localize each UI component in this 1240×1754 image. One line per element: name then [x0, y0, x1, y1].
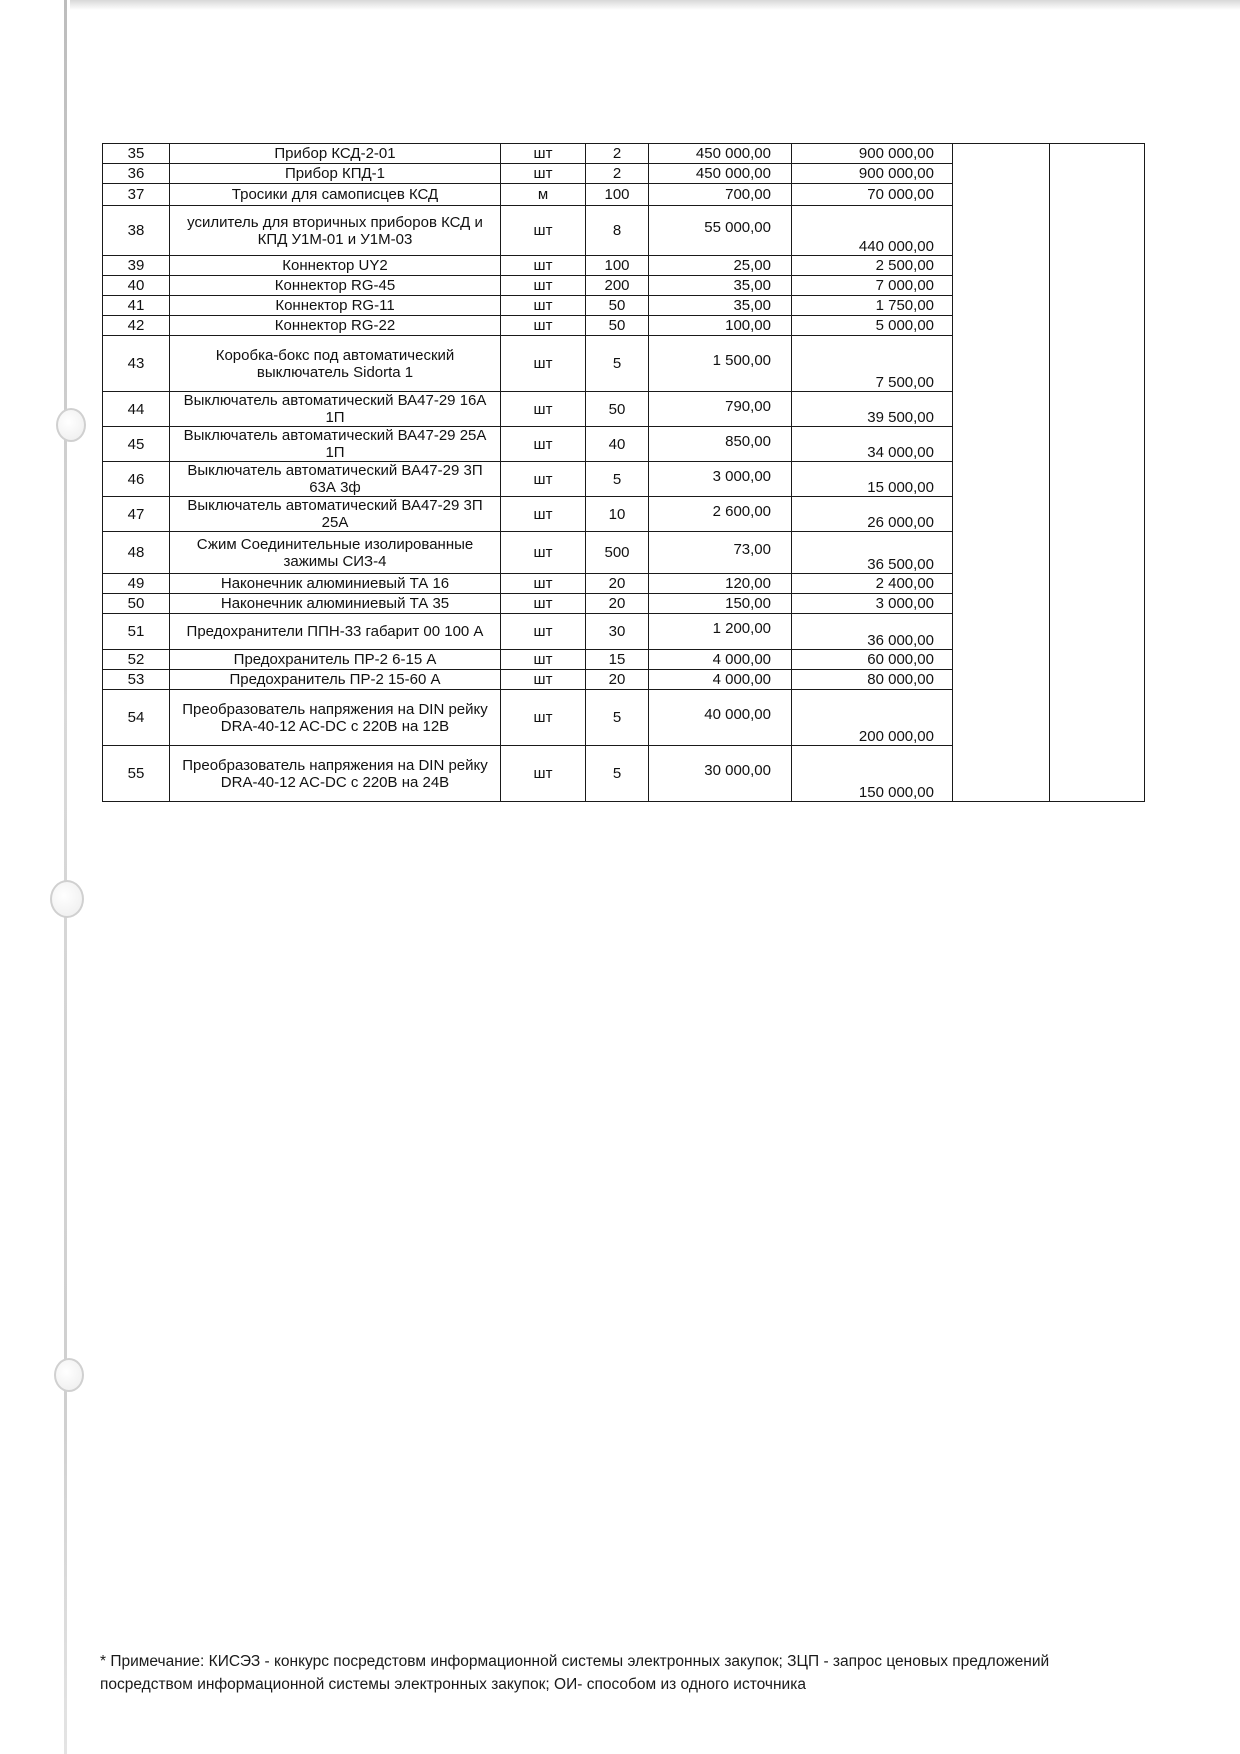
row-number: 50 [103, 594, 170, 614]
item-name: Коннектор RG-45 [170, 276, 501, 296]
row-number: 47 [103, 497, 170, 532]
item-name: Преобразователь напряжения на DIN рейку DRA-40-12 AC-DC с 220В на 12В [170, 690, 501, 746]
item-name: Выключатель автоматический ВА47-29 3П 25А [170, 497, 501, 532]
items-table [102, 143, 1145, 802]
item-quantity: 5 [586, 746, 649, 802]
row-number: 39 [103, 256, 170, 276]
item-quantity: 100 [586, 184, 649, 206]
table-row [103, 594, 1145, 614]
empty-cell [1050, 164, 1145, 184]
item-unit: шт [501, 650, 586, 670]
row-number: 36 [103, 164, 170, 184]
empty-cell [953, 574, 1050, 594]
table-row [103, 650, 1145, 670]
item-price: 450 000,00 [649, 164, 792, 184]
table-row [103, 497, 1145, 532]
item-unit: шт [501, 670, 586, 690]
item-price: 2 600,00 [649, 497, 792, 532]
empty-cell [1050, 497, 1145, 532]
item-quantity: 8 [586, 206, 649, 256]
item-quantity: 50 [586, 316, 649, 336]
item-unit: шт [501, 296, 586, 316]
empty-cell [953, 594, 1050, 614]
punch-hole [54, 1358, 84, 1392]
item-price: 4 000,00 [649, 650, 792, 670]
table-row [103, 206, 1145, 256]
item-quantity: 40 [586, 427, 649, 462]
item-name: Преобразователь напряжения на DIN рейку DRA-40-12 AC-DC с 220В на 24В [170, 746, 501, 802]
empty-cell [1050, 276, 1145, 296]
empty-cell [1050, 670, 1145, 690]
empty-cell [953, 650, 1050, 670]
item-quantity: 200 [586, 276, 649, 296]
item-quantity: 20 [586, 594, 649, 614]
item-name: Выключатель автоматический ВА47-29 25А 1П [170, 427, 501, 462]
item-quantity: 30 [586, 614, 649, 650]
item-price: 1 200,00 [649, 614, 792, 650]
empty-cell [953, 164, 1050, 184]
empty-cell [953, 532, 1050, 574]
row-number: 43 [103, 336, 170, 392]
item-sum: 1 750,00 [792, 296, 953, 316]
row-number: 37 [103, 184, 170, 206]
punch-hole [56, 408, 86, 442]
table-row [103, 256, 1145, 276]
empty-cell [953, 256, 1050, 276]
item-quantity: 50 [586, 296, 649, 316]
item-quantity: 500 [586, 532, 649, 574]
row-number: 44 [103, 392, 170, 427]
item-sum: 26 000,00 [792, 497, 953, 532]
table-row [103, 336, 1145, 392]
empty-cell [1050, 690, 1145, 746]
item-sum: 70 000,00 [792, 184, 953, 206]
scan-page-edge [64, 0, 67, 1754]
item-name: Наконечник алюминиевый ТА 35 [170, 594, 501, 614]
item-quantity: 10 [586, 497, 649, 532]
item-unit: шт [501, 746, 586, 802]
empty-cell [953, 614, 1050, 650]
empty-cell [1050, 532, 1145, 574]
item-price: 1 500,00 [649, 336, 792, 392]
row-number: 45 [103, 427, 170, 462]
row-number: 54 [103, 690, 170, 746]
item-unit: шт [501, 276, 586, 296]
empty-cell [1050, 256, 1145, 276]
item-name: Прибор КСД-2-01 [170, 144, 501, 164]
item-price: 25,00 [649, 256, 792, 276]
empty-cell [953, 296, 1050, 316]
item-unit: шт [501, 336, 586, 392]
row-number: 52 [103, 650, 170, 670]
item-sum: 2 500,00 [792, 256, 953, 276]
table-row [103, 184, 1145, 206]
item-name: Коннектор UY2 [170, 256, 501, 276]
item-quantity: 5 [586, 462, 649, 497]
item-price: 790,00 [649, 392, 792, 427]
empty-cell [953, 690, 1050, 746]
row-number: 46 [103, 462, 170, 497]
item-name: Предохранитель ПР-2 15-60 А [170, 670, 501, 690]
empty-cell [1050, 746, 1145, 802]
empty-cell [1050, 144, 1145, 164]
item-unit: шт [501, 206, 586, 256]
table-row [103, 614, 1145, 650]
item-name: Сжим Соединительные изолированные зажимы СИЗ-4 [170, 532, 501, 574]
item-name: Наконечник алюминиевый ТА 16 [170, 574, 501, 594]
row-number: 48 [103, 532, 170, 574]
empty-cell [953, 336, 1050, 392]
empty-cell [953, 462, 1050, 497]
empty-cell [953, 276, 1050, 296]
item-quantity: 20 [586, 670, 649, 690]
table-row [103, 427, 1145, 462]
row-number: 53 [103, 670, 170, 690]
item-price: 850,00 [649, 427, 792, 462]
empty-cell [1050, 650, 1145, 670]
item-unit: шт [501, 574, 586, 594]
row-number: 35 [103, 144, 170, 164]
item-name: Предохранитель ПР-2 6-15 А [170, 650, 501, 670]
item-name: Предохранители ППН-33 габарит 00 100 А [170, 614, 501, 650]
item-sum: 200 000,00 [792, 690, 953, 746]
item-price: 100,00 [649, 316, 792, 336]
item-sum: 36 500,00 [792, 532, 953, 574]
row-number: 38 [103, 206, 170, 256]
item-sum: 440 000,00 [792, 206, 953, 256]
item-quantity: 2 [586, 164, 649, 184]
footnote: * Примечание: КИСЭЗ - конкурс посредстовм информационной системы электронных закупок; ЗЦП - запрос ценовых предложений посредством информационной системы электронных закупок; ОИ- способом из одного источника [100, 1653, 1050, 1693]
item-name: Коробка-бокс под автоматический выключатель Sidorta 1 [170, 336, 501, 392]
item-name: Выключатель автоматический ВА47-29 16А 1П [170, 392, 501, 427]
empty-cell [953, 392, 1050, 427]
empty-cell [1050, 574, 1145, 594]
table-row [103, 670, 1145, 690]
item-name: Коннектор RG-11 [170, 296, 501, 316]
row-number: 41 [103, 296, 170, 316]
empty-cell [953, 427, 1050, 462]
item-price: 30 000,00 [649, 746, 792, 802]
empty-cell [1050, 336, 1145, 392]
item-quantity: 15 [586, 650, 649, 670]
item-price: 55 000,00 [649, 206, 792, 256]
scan-top-shadow [70, 0, 1240, 10]
item-name: усилитель для вторичных приборов КСД и КПД У1М-01 и У1М-03 [170, 206, 501, 256]
item-sum: 7 500,00 [792, 336, 953, 392]
item-price: 40 000,00 [649, 690, 792, 746]
table-row [103, 746, 1145, 802]
item-unit: шт [501, 144, 586, 164]
table-row [103, 462, 1145, 497]
table-row [103, 296, 1145, 316]
item-sum: 34 000,00 [792, 427, 953, 462]
item-unit: шт [501, 316, 586, 336]
row-number: 51 [103, 614, 170, 650]
item-unit: шт [501, 594, 586, 614]
empty-cell [953, 746, 1050, 802]
item-quantity: 5 [586, 336, 649, 392]
table-row [103, 392, 1145, 427]
row-number: 42 [103, 316, 170, 336]
item-sum: 7 000,00 [792, 276, 953, 296]
item-unit: м [501, 184, 586, 206]
item-unit: шт [501, 497, 586, 532]
table-row [103, 532, 1145, 574]
item-unit: шт [501, 614, 586, 650]
table-row [103, 276, 1145, 296]
table-row [103, 574, 1145, 594]
empty-cell [1050, 296, 1145, 316]
item-unit: шт [501, 427, 586, 462]
item-name: Коннектор RG-22 [170, 316, 501, 336]
table-row [103, 164, 1145, 184]
item-price: 4 000,00 [649, 670, 792, 690]
item-sum: 80 000,00 [792, 670, 953, 690]
item-sum: 900 000,00 [792, 144, 953, 164]
item-sum: 5 000,00 [792, 316, 953, 336]
empty-cell [953, 144, 1050, 164]
row-number: 40 [103, 276, 170, 296]
item-sum: 15 000,00 [792, 462, 953, 497]
item-quantity: 20 [586, 574, 649, 594]
item-price: 450 000,00 [649, 144, 792, 164]
item-unit: шт [501, 690, 586, 746]
table-row [103, 690, 1145, 746]
row-number: 55 [103, 746, 170, 802]
item-price: 35,00 [649, 276, 792, 296]
empty-cell [953, 497, 1050, 532]
item-price: 73,00 [649, 532, 792, 574]
empty-cell [1050, 462, 1145, 497]
empty-cell [953, 206, 1050, 256]
empty-cell [1050, 427, 1145, 462]
table-row [103, 144, 1145, 164]
item-unit: шт [501, 164, 586, 184]
empty-cell [1050, 316, 1145, 336]
items-table-body [103, 144, 1145, 802]
empty-cell [1050, 206, 1145, 256]
empty-cell [1050, 184, 1145, 206]
item-price: 35,00 [649, 296, 792, 316]
item-unit: шт [501, 392, 586, 427]
item-price: 3 000,00 [649, 462, 792, 497]
item-sum: 150 000,00 [792, 746, 953, 802]
empty-cell [1050, 392, 1145, 427]
empty-cell [1050, 614, 1145, 650]
item-price: 120,00 [649, 574, 792, 594]
item-quantity: 100 [586, 256, 649, 276]
item-name: Тросики для самописцев КСД [170, 184, 501, 206]
item-unit: шт [501, 532, 586, 574]
empty-cell [953, 670, 1050, 690]
empty-cell [953, 184, 1050, 206]
empty-cell [1050, 594, 1145, 614]
item-name: Прибор КПД-1 [170, 164, 501, 184]
item-unit: шт [501, 256, 586, 276]
item-sum: 39 500,00 [792, 392, 953, 427]
item-price: 150,00 [649, 594, 792, 614]
item-sum: 36 000,00 [792, 614, 953, 650]
item-price: 700,00 [649, 184, 792, 206]
item-sum: 60 000,00 [792, 650, 953, 670]
item-sum: 900 000,00 [792, 164, 953, 184]
item-unit: шт [501, 462, 586, 497]
table-row [103, 316, 1145, 336]
row-number: 49 [103, 574, 170, 594]
item-quantity: 50 [586, 392, 649, 427]
empty-cell [953, 316, 1050, 336]
item-sum: 2 400,00 [792, 574, 953, 594]
item-quantity: 5 [586, 690, 649, 746]
item-sum: 3 000,00 [792, 594, 953, 614]
item-quantity: 2 [586, 144, 649, 164]
item-name: Выключатель автоматический ВА47-29 3П 63А 3ф [170, 462, 501, 497]
punch-hole [50, 880, 84, 918]
